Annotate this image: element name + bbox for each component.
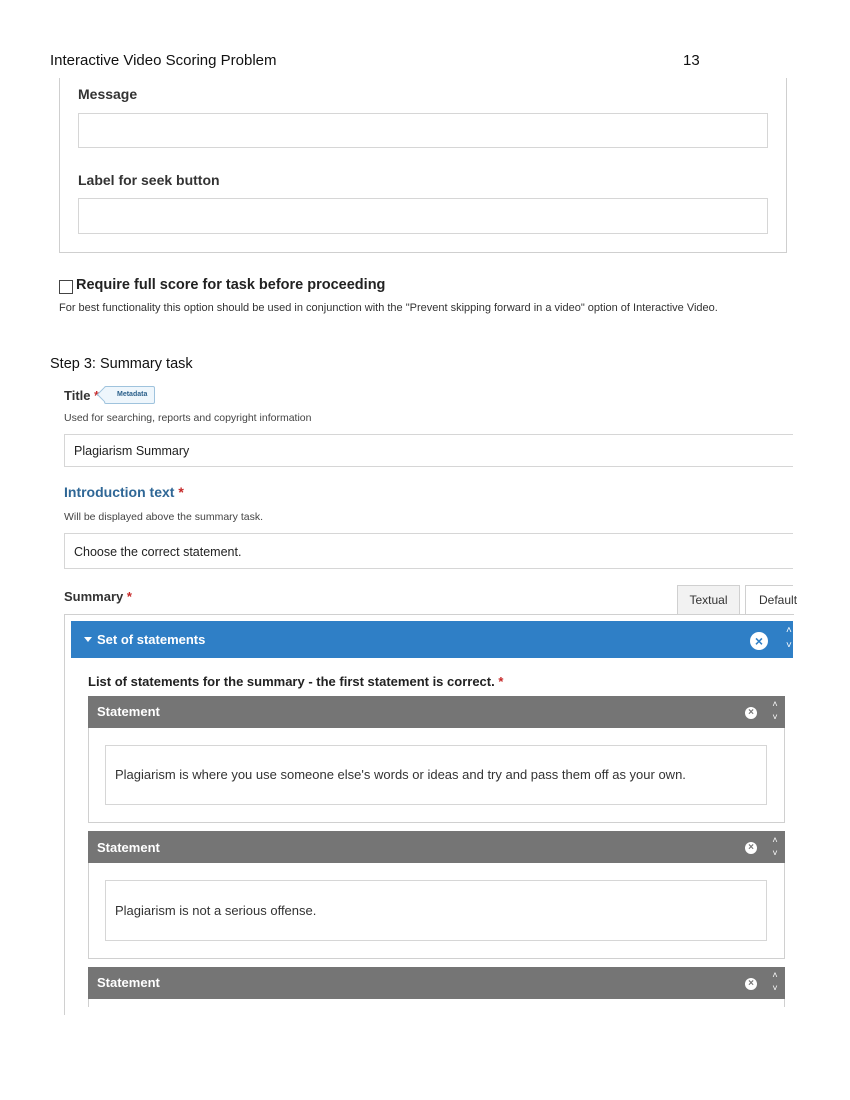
page-number: 13 [683,52,700,69]
summary-label [64,589,132,604]
seek-button-input[interactable] [78,198,768,234]
statement-header[interactable] [88,967,785,999]
set-of-statements-title: Set of statements [97,632,206,647]
intro-help: Will be displayed above the summary task. [64,511,264,523]
document-title: Interactive Video Scoring Problem [50,52,277,69]
close-circle-icon[interactable]: × [745,978,757,990]
title-help: Used for searching, reports and copyright information [64,412,312,424]
statements-list-label-text: List of statements for the summary - the first statement is correct. [88,674,495,689]
require-full-score-help: For best functionality this option should be used in conjunction with the "Prevent skipping forward in a video" option of Interactive Video. [59,302,718,314]
close-circle-icon[interactable]: × [745,842,757,854]
statement-title: Statement [97,704,160,719]
required-mark: * [498,674,504,689]
required-mark: * [178,484,184,500]
require-full-score-label[interactable]: Require full score for task before proceeding [76,277,386,293]
caret-down-icon[interactable] [84,637,92,642]
statement-header[interactable] [88,831,785,863]
statement-title: Statement [97,975,160,990]
statement-body [88,999,785,1007]
statement-title: Statement [97,840,160,855]
title-label-text: Title [64,388,91,403]
require-full-score-checkbox[interactable] [59,280,73,294]
title-label [64,388,99,403]
step-title: Step 3: Summary task [50,356,193,372]
tab-textual[interactable]: Textual [677,585,740,614]
required-mark: * [94,388,100,403]
close-circle-icon[interactable]: × [750,632,768,650]
close-circle-icon[interactable]: × [745,707,757,719]
message-input[interactable] [78,113,768,148]
statement-header[interactable] [88,696,785,728]
statements-list-label [88,674,503,689]
required-mark: * [126,589,132,604]
tab-default[interactable]: Default [745,585,793,614]
up-down-arrows-icon[interactable]: ˄ ˅ [786,625,792,651]
message-label: Message [78,86,138,102]
summary-label-text: Summary [64,589,124,604]
statement-text: Plagiarism is not a serious offense. [115,903,317,918]
up-down-arrows-icon[interactable]: ˄ ˅ [772,699,778,722]
intro-label-text: Introduction text [64,484,175,500]
up-down-arrows-icon[interactable]: ˄ ˅ [772,835,778,858]
intro-input[interactable]: Choose the correct statement. [64,533,793,569]
metadata-button[interactable]: Metadata [104,386,155,404]
seek-button-label: Label for seek button [78,172,220,188]
statement-text: Plagiarism is where you use someone else's words or ideas and try and pass them off as your own. [115,767,686,782]
intro-label [64,484,184,500]
title-input[interactable]: Plagiarism Summary [64,434,793,467]
up-down-arrows-icon[interactable]: ˄ ˅ [772,970,778,993]
